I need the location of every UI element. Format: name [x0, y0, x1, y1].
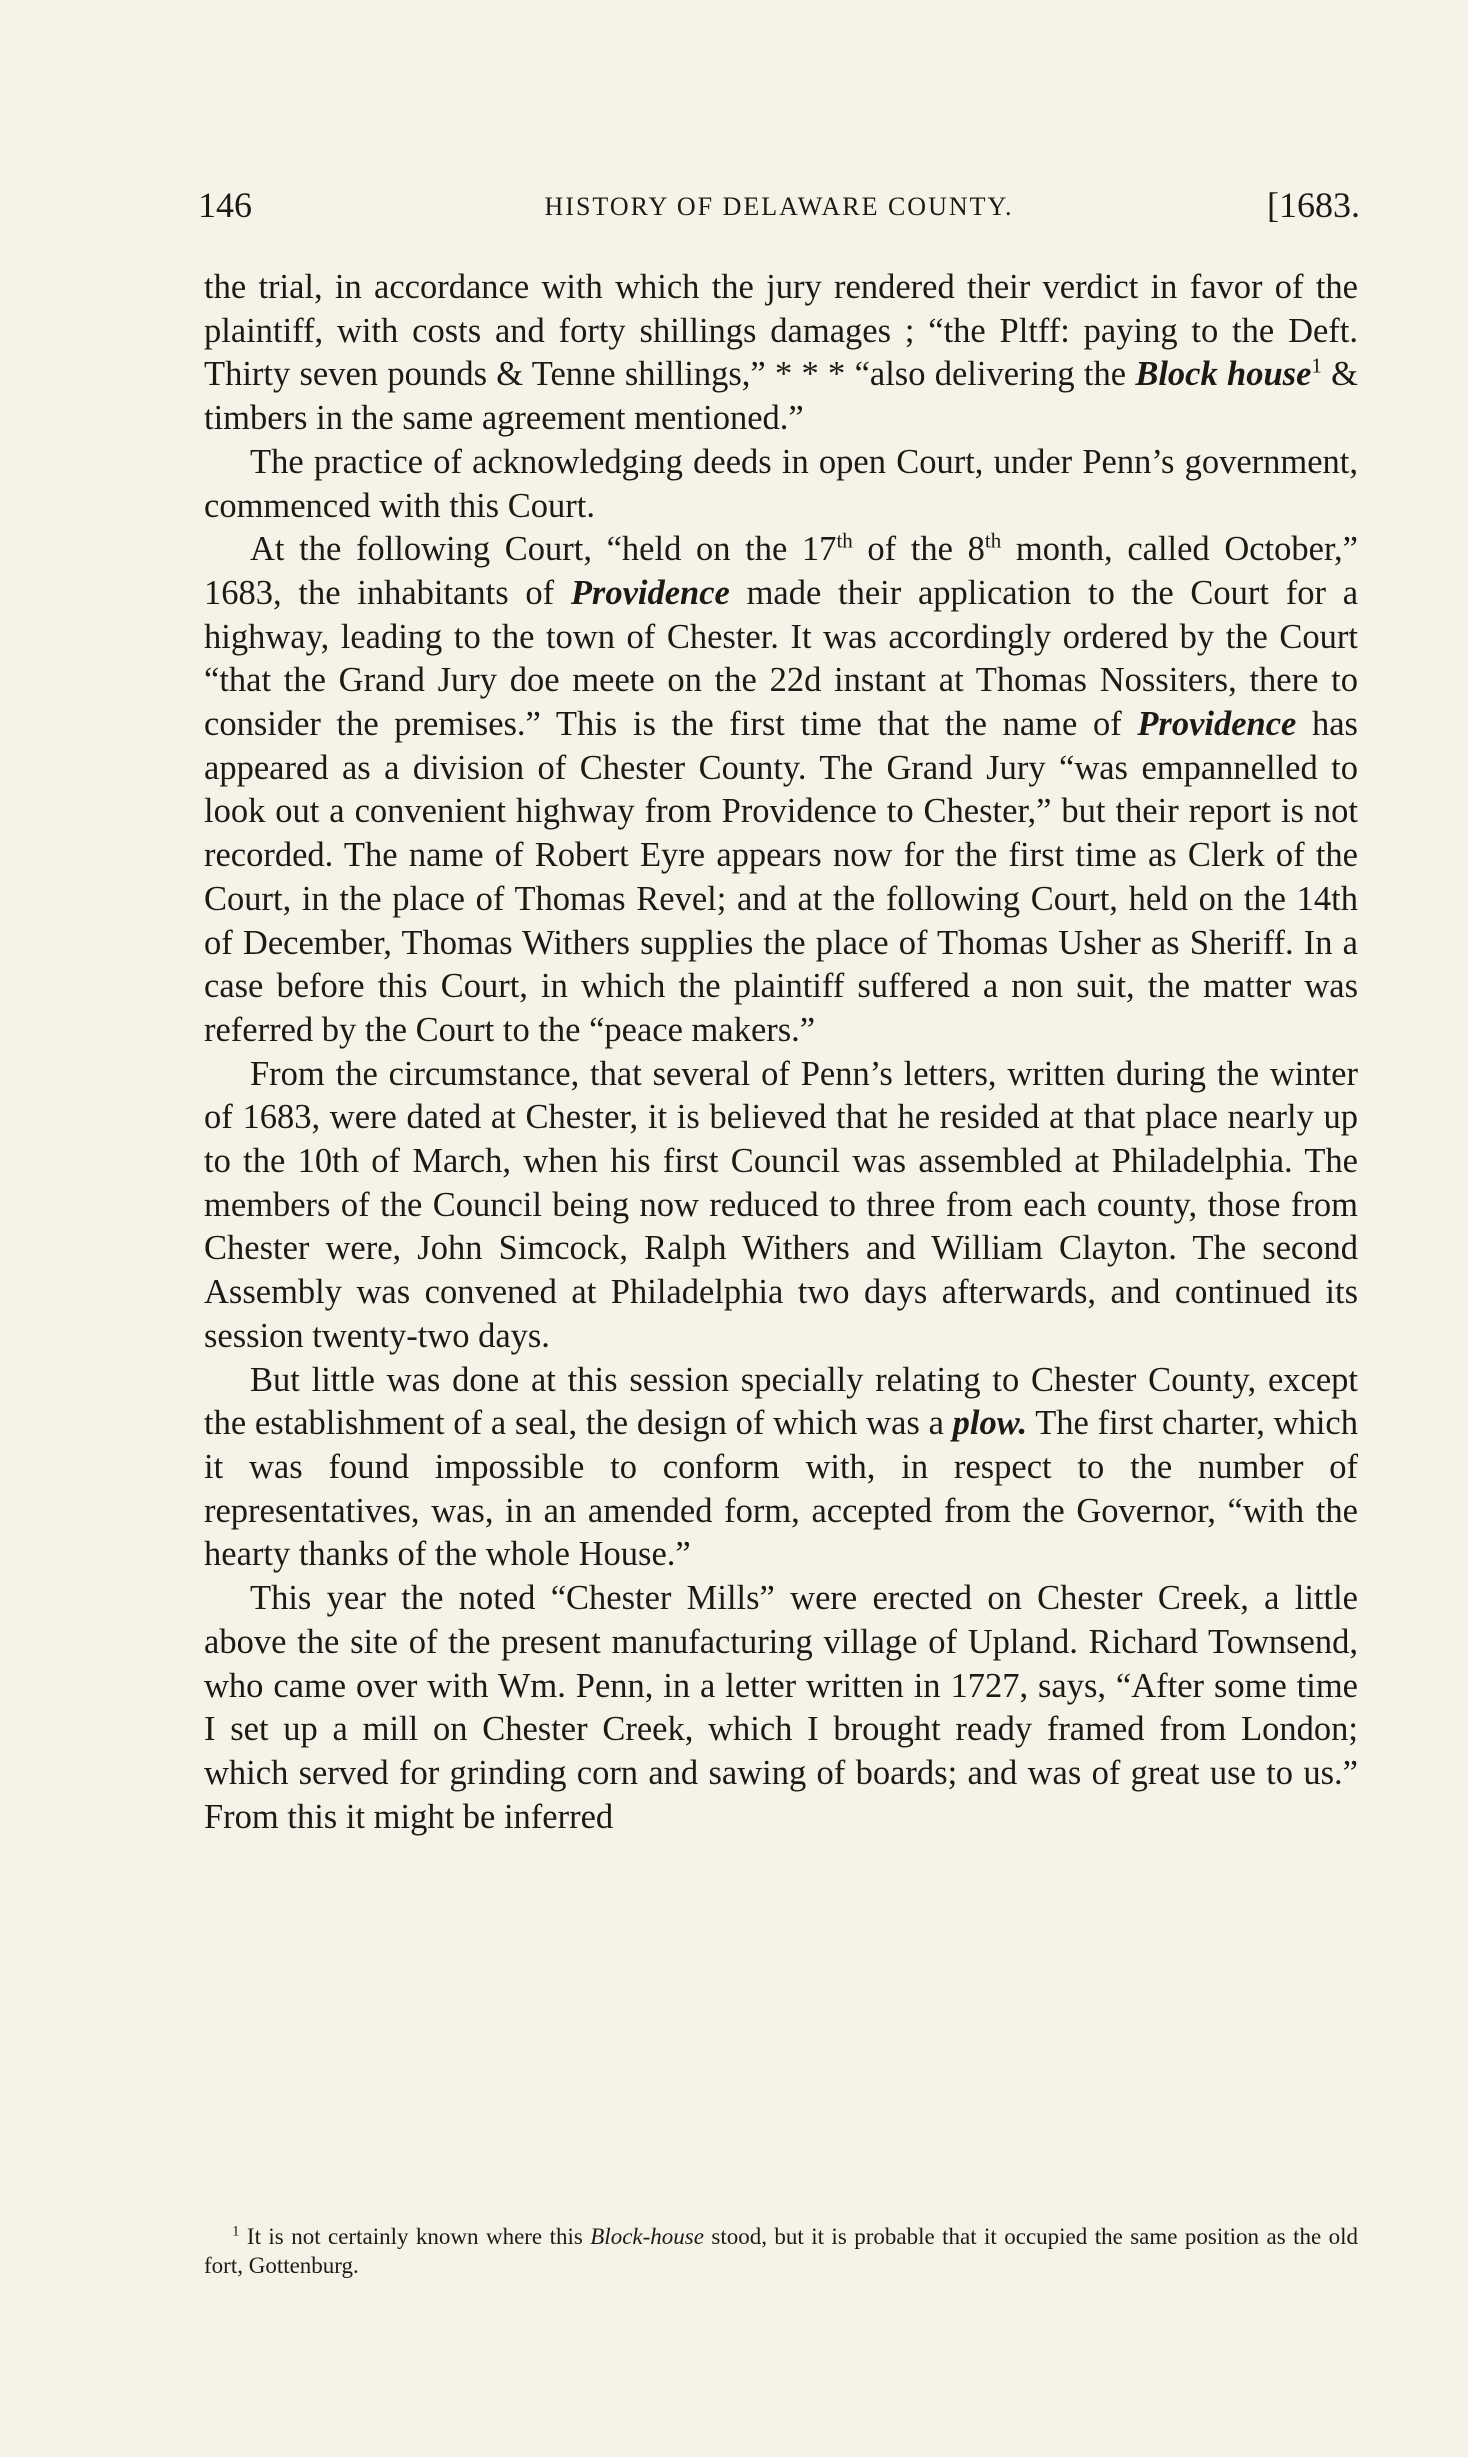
running-title: HISTORY OF DELAWARE COUNTY.	[544, 192, 1014, 221]
footnote-ref: 1	[1311, 353, 1322, 378]
italic-providence: Providence	[1137, 705, 1297, 744]
paragraph-6: This year the noted “Chester Mills” were erected on Chester Creek, a little above the site of the present manufacturing village of Upland. Richard Townsend, who came over with Wm. Penn, in a letter written in 1727, says, “After some time I set up a mill on Chester Creek, which I brought ready framed from London; which served for grinding corn and sawing of boards; and was of great use to us.” From this it might be inferred	[204, 1579, 1358, 1836]
italic-block-house: Block house	[1135, 355, 1312, 394]
italic-block-house: Block-house	[590, 2224, 704, 2249]
page-header	[198, 184, 1360, 236]
paragraph-3: At the following Court, “held on the 17th of the 8th month, called October,” 1683, the inhabitants of Providence made their application to the Court for a highway, leading to the town of Chester. It was accordingly ordered by the Court “that the Grand Jury doe meete on the 22d instant at Thomas Nossiters, there to consider the premises.” This is the first time that the name of Providence has appeared as a division of Chester County. The Grand Jury “was empannelled to look out a convenient highway from Providence to Chester,” but their report is not recorded. The name of Robert Eyre appears now for the first time as Clerk of the Court, in the place of Thomas Revel; and at the following Court, held on the 14th of December, Thomas Withers supplies the place of Thomas Usher as Sheriff. In a case before this Court, in which the plaintiff suffered a non suit, the matter was referred by the Court to the “peace makers.”	[204, 528, 1359, 1049]
paragraph-5: But little was done at this session specially relating to Chester County, except the establishment of a seal, the design of which was a plow. The first charter, which it was found impossible to conform with, in respect to the number of representatives, was, in an amended form, accepted from the Governor, “with the hearty thanks of the whole House.”	[204, 1360, 1358, 1574]
paragraph-4: From the circumstance, that several of Penn’s letters, written during the winter of 1683, were dated at Chester, it is believed that he resided at that place nearly up to the 10th of March, when his first Council was assembled at Philadelphia. The members of the Council being now reduced to three from each county, those from Chester were, John Simcock, Ralph Withers and William Clayton. The second Assembly was convened at Philadelphia two days afterwards, and continued its session twenty-two days.	[204, 1054, 1358, 1355]
body-text	[204, 266, 1358, 1839]
paragraph-1: the trial, in accordance with which the jury rendered their verdict in favor of the plaintiff, with costs and forty shillings damages ; “the Pltff: paying to the Deft. Thirty seven pounds & Tenne shillings,” * * * “also delivering the Block house$^1$ & timbers in the same agreement mentioned.”	[204, 268, 1359, 438]
footnote: $^1$ It is not certainly known where this Block-house stood, but it is probable that it occupied the same position as the old fort, Gottenburg.	[204, 2223, 1359, 2278]
header-year: [1683.	[1267, 185, 1360, 225]
paragraph-2: The practice of acknowledging deeds in open Court, under Penn’s government, commenced with this Court.	[204, 442, 1358, 525]
page-number: 146	[198, 185, 252, 225]
footnote-marker: 1	[232, 2223, 240, 2240]
italic-plow: plow.	[952, 1404, 1028, 1443]
italic-providence: Providence	[570, 573, 730, 612]
